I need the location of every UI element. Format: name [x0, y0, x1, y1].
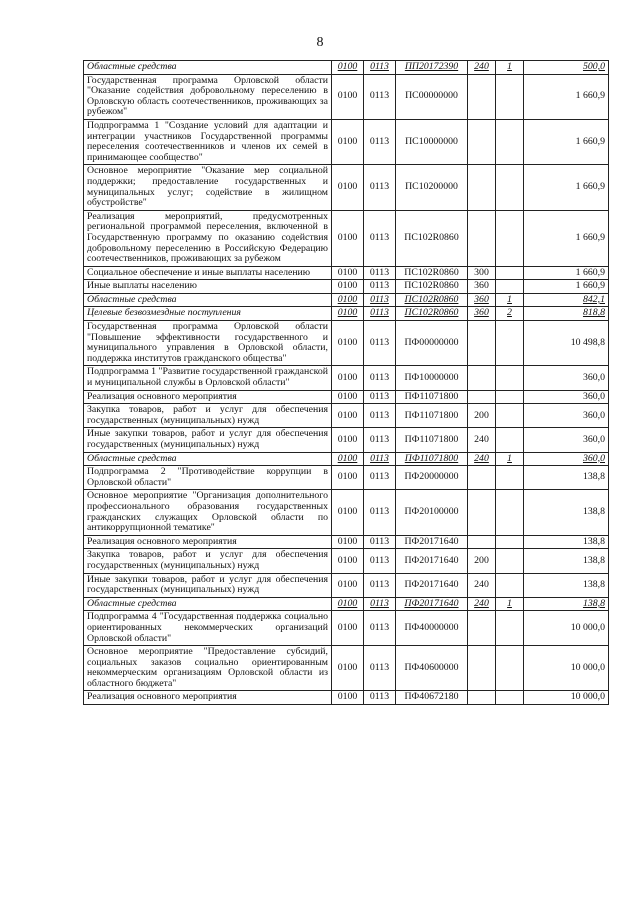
funding-source-cell: [496, 428, 524, 452]
table-row: [84, 321, 609, 366]
amount-cell: 10 000,0: [524, 691, 609, 705]
section-code-cell: 0100: [332, 428, 364, 452]
subsection-code-cell: 0113: [364, 428, 396, 452]
table-row: [84, 535, 609, 549]
expense-type-cell: 240: [468, 597, 496, 611]
expense-type-cell: [468, 210, 496, 266]
target-item-code-cell: ПФ20100000: [396, 490, 468, 535]
subsection-code-cell: 0113: [364, 210, 396, 266]
subsection-code-cell: 0113: [364, 119, 396, 164]
expense-type-cell: 240: [468, 428, 496, 452]
section-code-cell: 0100: [332, 280, 364, 294]
target-item-code-cell: ПФ40600000: [396, 646, 468, 691]
amount-cell: 818,8: [524, 307, 609, 321]
expense-name-cell: Областные средства: [84, 293, 332, 307]
section-code-cell: 0100: [332, 266, 364, 280]
subsection-code-cell: 0113: [364, 573, 396, 597]
expense-type-cell: [468, 366, 496, 390]
expense-name-cell: Подпрограмма 2 "Противодействие коррупции в Орловской области": [84, 466, 332, 490]
amount-cell: 360,0: [524, 452, 609, 466]
section-code-cell: 0100: [332, 466, 364, 490]
subsection-code-cell: 0113: [364, 61, 396, 75]
amount-cell: 138,8: [524, 535, 609, 549]
expense-type-cell: [468, 535, 496, 549]
expense-type-cell: 360: [468, 293, 496, 307]
amount-cell: 138,8: [524, 490, 609, 535]
funding-source-cell: [496, 165, 524, 210]
subsection-code-cell: 0113: [364, 366, 396, 390]
amount-cell: 360,0: [524, 390, 609, 404]
funding-source-cell: 1: [496, 597, 524, 611]
funding-source-cell: [496, 266, 524, 280]
target-item-code-cell: ПФ11071800: [396, 390, 468, 404]
expense-type-cell: [468, 490, 496, 535]
funding-source-cell: [496, 466, 524, 490]
section-code-cell: 0100: [332, 611, 364, 646]
expense-type-cell: 240: [468, 573, 496, 597]
funding-source-cell: [496, 74, 524, 119]
table-row: [84, 280, 609, 294]
funding-source-cell: [496, 691, 524, 705]
section-code-cell: 0100: [332, 597, 364, 611]
subsection-code-cell: 0113: [364, 490, 396, 535]
subsection-code-cell: 0113: [364, 307, 396, 321]
subsection-code-cell: 0113: [364, 280, 396, 294]
expense-name-cell: Целевые безвозмездные поступления: [84, 307, 332, 321]
amount-cell: 842,1: [524, 293, 609, 307]
expense-name-cell: Закупка товаров, работ и услуг для обеспечения государственных (муниципальных) нужд: [84, 404, 332, 428]
expense-type-cell: [468, 611, 496, 646]
table-row: [84, 119, 609, 164]
target-item-code-cell: ПФ11071800: [396, 452, 468, 466]
section-code-cell: 0100: [332, 646, 364, 691]
funding-source-cell: [496, 119, 524, 164]
section-code-cell: 0100: [332, 549, 364, 573]
funding-source-cell: [496, 280, 524, 294]
funding-source-cell: 1: [496, 452, 524, 466]
expense-name-cell: Государственная программа Орловской области "Оказание содействия добровольному переселению в Орловскую область соотечественников, проживающих за рубежом": [84, 74, 332, 119]
expense-type-cell: 200: [468, 404, 496, 428]
subsection-code-cell: 0113: [364, 321, 396, 366]
budget-table: [83, 60, 609, 705]
expense-name-cell: Областные средства: [84, 597, 332, 611]
subsection-code-cell: 0113: [364, 452, 396, 466]
table-row: [84, 210, 609, 266]
amount-cell: 1 660,9: [524, 280, 609, 294]
section-code-cell: 0100: [332, 452, 364, 466]
expense-name-cell: Реализация мероприятий, предусмотренных региональной программой переселения, включенной в Государственную программу по оказанию содействия добровольному переселению в Российскую Федерацию соотечественников, проживающих за рубежом: [84, 210, 332, 266]
funding-source-cell: [496, 210, 524, 266]
amount-cell: 138,8: [524, 573, 609, 597]
target-item-code-cell: ПФ10000000: [396, 366, 468, 390]
expense-name-cell: Иные закупки товаров, работ и услуг для обеспечения государственных (муниципальных) нужд: [84, 428, 332, 452]
subsection-code-cell: 0113: [364, 293, 396, 307]
subsection-code-cell: 0113: [364, 597, 396, 611]
amount-cell: 1 660,9: [524, 119, 609, 164]
section-code-cell: 0100: [332, 293, 364, 307]
target-item-code-cell: ПФ20171640: [396, 535, 468, 549]
expense-name-cell: Подпрограмма 4 "Государственная поддержка социально ориентированных некоммерческих организаций Орловской области": [84, 611, 332, 646]
section-code-cell: 0100: [332, 573, 364, 597]
section-code-cell: 0100: [332, 366, 364, 390]
section-code-cell: 0100: [332, 691, 364, 705]
funding-source-cell: 2: [496, 307, 524, 321]
expense-type-cell: [468, 74, 496, 119]
amount-cell: 1 660,9: [524, 266, 609, 280]
expense-name-cell: Иные закупки товаров, работ и услуг для обеспечения государственных (муниципальных) нужд: [84, 573, 332, 597]
expense-type-cell: 200: [468, 549, 496, 573]
table-row: [84, 165, 609, 210]
target-item-code-cell: ПФ11071800: [396, 428, 468, 452]
expense-name-cell: Закупка товаров, работ и услуг для обеспечения государственных (муниципальных) нужд: [84, 549, 332, 573]
section-code-cell: 0100: [332, 321, 364, 366]
expense-name-cell: Реализация основного мероприятия: [84, 691, 332, 705]
expense-type-cell: [468, 119, 496, 164]
table-row: [84, 366, 609, 390]
funding-source-cell: [496, 490, 524, 535]
subsection-code-cell: 0113: [364, 404, 396, 428]
expense-type-cell: 360: [468, 307, 496, 321]
target-item-code-cell: ПС102R0860: [396, 280, 468, 294]
funding-source-cell: [496, 321, 524, 366]
table-row: [84, 293, 609, 307]
target-item-code-cell: ПФ20000000: [396, 466, 468, 490]
expense-name-cell: Социальное обеспечение и иные выплаты населению: [84, 266, 332, 280]
expense-name-cell: Основное мероприятие "Предоставление субсидий, социальных заказов социально ориентированным некоммерческим организациям Орловской области из областного бюджета": [84, 646, 332, 691]
subsection-code-cell: 0113: [364, 266, 396, 280]
expense-type-cell: [468, 321, 496, 366]
expense-name-cell: Основное мероприятие "Оказание мер социальной поддержки; предоставление государственных и муниципальных услуг; содействие в жилищном обустройстве": [84, 165, 332, 210]
section-code-cell: 0100: [332, 74, 364, 119]
expense-type-cell: [468, 390, 496, 404]
target-item-code-cell: ПС102R0860: [396, 293, 468, 307]
expense-name-cell: Реализация основного мероприятия: [84, 390, 332, 404]
section-code-cell: 0100: [332, 390, 364, 404]
amount-cell: 10 000,0: [524, 611, 609, 646]
section-code-cell: 0100: [332, 490, 364, 535]
amount-cell: 360,0: [524, 428, 609, 452]
table-row: [84, 404, 609, 428]
table-row: [84, 266, 609, 280]
subsection-code-cell: 0113: [364, 691, 396, 705]
table-row: [84, 691, 609, 705]
funding-source-cell: 1: [496, 293, 524, 307]
table-row: [84, 61, 609, 75]
amount-cell: 1 660,9: [524, 74, 609, 119]
section-code-cell: 0100: [332, 535, 364, 549]
expense-name-cell: Подпрограмма 1 "Развитие государственной гражданской и муниципальной службы в Орловской области": [84, 366, 332, 390]
table-row: [84, 646, 609, 691]
table-row: [84, 390, 609, 404]
section-code-cell: 0100: [332, 61, 364, 75]
target-item-code-cell: ПС10000000: [396, 119, 468, 164]
expense-name-cell: Подпрограмма 1 "Создание условий для адаптации и интеграции участников Государственной программы переселения соотечественников и членов их семей в принимающее сообщество": [84, 119, 332, 164]
expense-name-cell: Иные выплаты населению: [84, 280, 332, 294]
target-item-code-cell: ПС10200000: [396, 165, 468, 210]
target-item-code-cell: ПФ20171640: [396, 573, 468, 597]
target-item-code-cell: ПС102R0860: [396, 307, 468, 321]
amount-cell: 360,0: [524, 366, 609, 390]
expense-type-cell: 360: [468, 280, 496, 294]
budget-table-body: [84, 61, 609, 705]
amount-cell: 360,0: [524, 404, 609, 428]
table-row: [84, 597, 609, 611]
expense-name-cell: Основное мероприятие "Организация дополнительного профессионального образования государственных гражданских служащих Орловской области по антикоррупционной тематике": [84, 490, 332, 535]
target-item-code-cell: ПФ20171640: [396, 549, 468, 573]
expense-type-cell: 240: [468, 452, 496, 466]
funding-source-cell: [496, 404, 524, 428]
amount-cell: 500,0: [524, 61, 609, 75]
table-row: [84, 466, 609, 490]
amount-cell: 138,8: [524, 466, 609, 490]
table-row: [84, 307, 609, 321]
target-item-code-cell: ПФ40000000: [396, 611, 468, 646]
amount-cell: 138,8: [524, 549, 609, 573]
subsection-code-cell: 0113: [364, 646, 396, 691]
amount-cell: 1 660,9: [524, 165, 609, 210]
target-item-code-cell: ПП20172390: [396, 61, 468, 75]
expense-name-cell: Областные средства: [84, 61, 332, 75]
table-row: [84, 490, 609, 535]
table-row: [84, 573, 609, 597]
amount-cell: 138,8: [524, 597, 609, 611]
subsection-code-cell: 0113: [364, 390, 396, 404]
funding-source-cell: [496, 390, 524, 404]
funding-source-cell: [496, 549, 524, 573]
subsection-code-cell: 0113: [364, 466, 396, 490]
expense-type-cell: [468, 165, 496, 210]
target-item-code-cell: ПФ11071800: [396, 404, 468, 428]
amount-cell: 10 000,0: [524, 646, 609, 691]
table-row: [84, 452, 609, 466]
expense-type-cell: [468, 691, 496, 705]
section-code-cell: 0100: [332, 307, 364, 321]
funding-source-cell: [496, 573, 524, 597]
expense-name-cell: Реализация основного мероприятия: [84, 535, 332, 549]
target-item-code-cell: ПФ00000000: [396, 321, 468, 366]
funding-source-cell: [496, 611, 524, 646]
target-item-code-cell: ПФ40672180: [396, 691, 468, 705]
section-code-cell: 0100: [332, 119, 364, 164]
target-item-code-cell: ПС102R0860: [396, 210, 468, 266]
table-row: [84, 549, 609, 573]
amount-cell: 1 660,9: [524, 210, 609, 266]
section-code-cell: 0100: [332, 210, 364, 266]
section-code-cell: 0100: [332, 404, 364, 428]
subsection-code-cell: 0113: [364, 165, 396, 210]
expense-type-cell: 300: [468, 266, 496, 280]
funding-source-cell: [496, 535, 524, 549]
target-item-code-cell: ПФ20171640: [396, 597, 468, 611]
page-number: 8: [316, 35, 324, 50]
subsection-code-cell: 0113: [364, 611, 396, 646]
table-row: [84, 428, 609, 452]
funding-source-cell: 1: [496, 61, 524, 75]
section-code-cell: 0100: [332, 165, 364, 210]
expense-name-cell: Областные средства: [84, 452, 332, 466]
subsection-code-cell: 0113: [364, 549, 396, 573]
expense-type-cell: 240: [468, 61, 496, 75]
expense-type-cell: [468, 466, 496, 490]
expense-name-cell: Государственная программа Орловской области "Повышение эффективности государственного и муниципального управления в Орловской области, поддержка институтов гражданского общества": [84, 321, 332, 366]
funding-source-cell: [496, 366, 524, 390]
subsection-code-cell: 0113: [364, 74, 396, 119]
target-item-code-cell: ПС102R0860: [396, 266, 468, 280]
amount-cell: 10 498,8: [524, 321, 609, 366]
subsection-code-cell: 0113: [364, 535, 396, 549]
funding-source-cell: [496, 646, 524, 691]
expense-type-cell: [468, 646, 496, 691]
target-item-code-cell: ПС00000000: [396, 74, 468, 119]
table-row: [84, 611, 609, 646]
table-row: [84, 74, 609, 119]
